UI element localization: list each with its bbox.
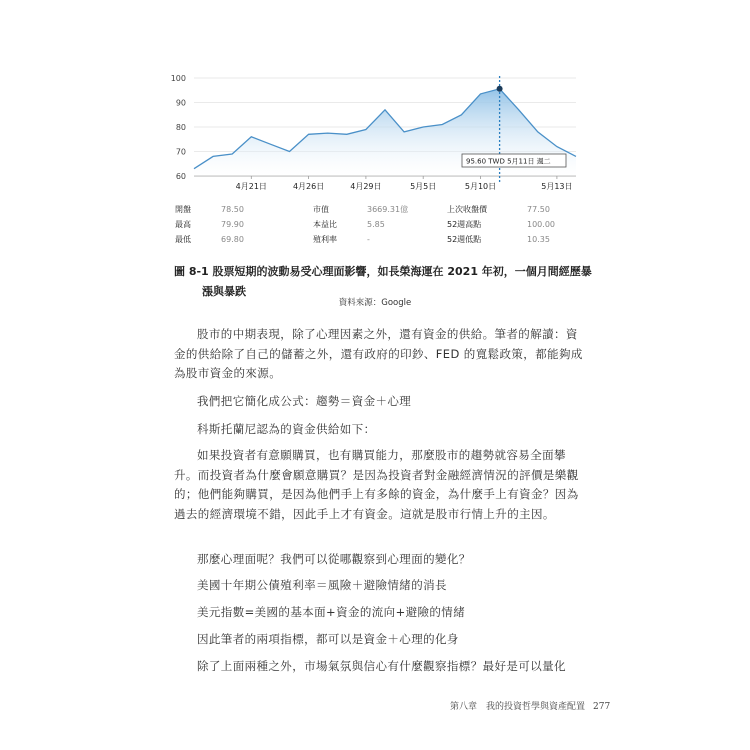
x-tick-label: 4月29日: [350, 182, 382, 191]
stat-row: [175, 232, 575, 247]
tooltip-text: 95.60 TWD 5月11日 週二: [466, 157, 551, 166]
stat-value: 77.50: [527, 205, 550, 214]
body-paragraph: 美國十年期公債殖利率＝風險＋避險情緒的消長: [197, 578, 447, 592]
stat-value: 10.35: [527, 235, 550, 244]
highlight-point: [497, 86, 503, 92]
stat-value: 69.80: [221, 235, 244, 244]
y-tick-label: 70: [175, 147, 186, 157]
stat-value: 78.50: [221, 205, 244, 214]
stat-label: 上次收盤價: [447, 205, 487, 214]
caption-line-2: 漲與暴跌: [202, 285, 246, 298]
body-paragraph: 那麼心理面呢？我們可以從哪觀察到心理面的變化？: [197, 552, 471, 566]
price-tooltip: [462, 154, 566, 167]
stat-label: 市值: [313, 205, 329, 214]
body-paragraph: 因此筆者的兩項指標，都可以是資金＋心理的化身: [197, 632, 459, 646]
caption-line-1: 圖 8-1 股票短期的波動易受心理面影響，如長榮海運在 2021 年初，一個月間經歷暴: [174, 265, 592, 278]
body-paragraph: 股市的中期表現，除了心理因素之外，還有資金的供給。筆者的解讀：資金的供給除了自己的儲蓄之外，還有政府的印鈔、FED 的寬鬆政策，都能夠成為股市資金的來源。: [174, 327, 583, 380]
page-number: 277: [593, 702, 611, 712]
y-axis-labels: [171, 74, 186, 181]
y-tick-label: 100: [170, 74, 186, 83]
stat-value: 79.90: [221, 220, 244, 229]
chapter-title: 第八章 我的投資哲學與資產配置: [450, 702, 586, 712]
x-tick-label: 4月26日: [292, 182, 325, 191]
stat-value: 100.00: [527, 220, 555, 229]
y-tick-label: 60: [175, 172, 186, 181]
stat-row: [175, 217, 575, 232]
stat-row: [175, 202, 575, 217]
stat-label: 本益比: [313, 220, 337, 229]
stat-label: 殖利率: [313, 235, 337, 244]
stat-label: 52週低點: [447, 235, 482, 244]
body-paragraph: 我們把它簡化成公式：趨勢＝資金＋心理: [197, 394, 412, 408]
x-tick-label: 5月10日: [464, 182, 497, 191]
stat-label: 最低: [175, 235, 191, 244]
y-tick-label: 90: [175, 98, 186, 108]
stat-label: 開盤: [175, 205, 191, 214]
body-paragraph: 科斯托蘭尼認為的資金供給如下：: [197, 422, 376, 436]
body-paragraph: 美元指數=美國的基本面+資金的流向+避險的情緒: [197, 605, 466, 619]
stat-label: 最高: [175, 220, 191, 229]
x-tick-label: 4月21日: [235, 182, 267, 191]
stat-value: -: [367, 235, 370, 244]
y-tick-label: 80: [175, 123, 186, 132]
page-footer: [450, 699, 610, 712]
figure-source: 資料來源：Google: [338, 298, 412, 308]
stat-value: 5.85: [367, 220, 385, 229]
stat-label: 52週高點: [447, 220, 482, 229]
x-tick-label: 5月5日: [410, 182, 437, 191]
stock-price-chart: [160, 66, 580, 196]
x-axis-labels: [236, 176, 573, 191]
body-paragraph: 如果投資者有意願購買，也有購買能力，那麼股市的趨勢就容易全面攀升。而投資者為什麼會願意購買？是因為投資者對金融經濟情況的評價是樂觀的；他們能夠購買，是因為他們手上有多餘的資金，為什麼手上有資金？因為過去的經濟環境不錯，因此手上才有資金。這就是股市行情上升的主因。: [174, 448, 579, 521]
stock-stats-table: [175, 202, 575, 247]
x-tick-label: 5月13日: [541, 182, 573, 191]
body-paragraph: 除了上面兩種之外，市場氣氛與信心有什麼觀察指標？最好是可以量化: [197, 659, 566, 673]
stat-value: 3669.31億: [367, 205, 409, 214]
